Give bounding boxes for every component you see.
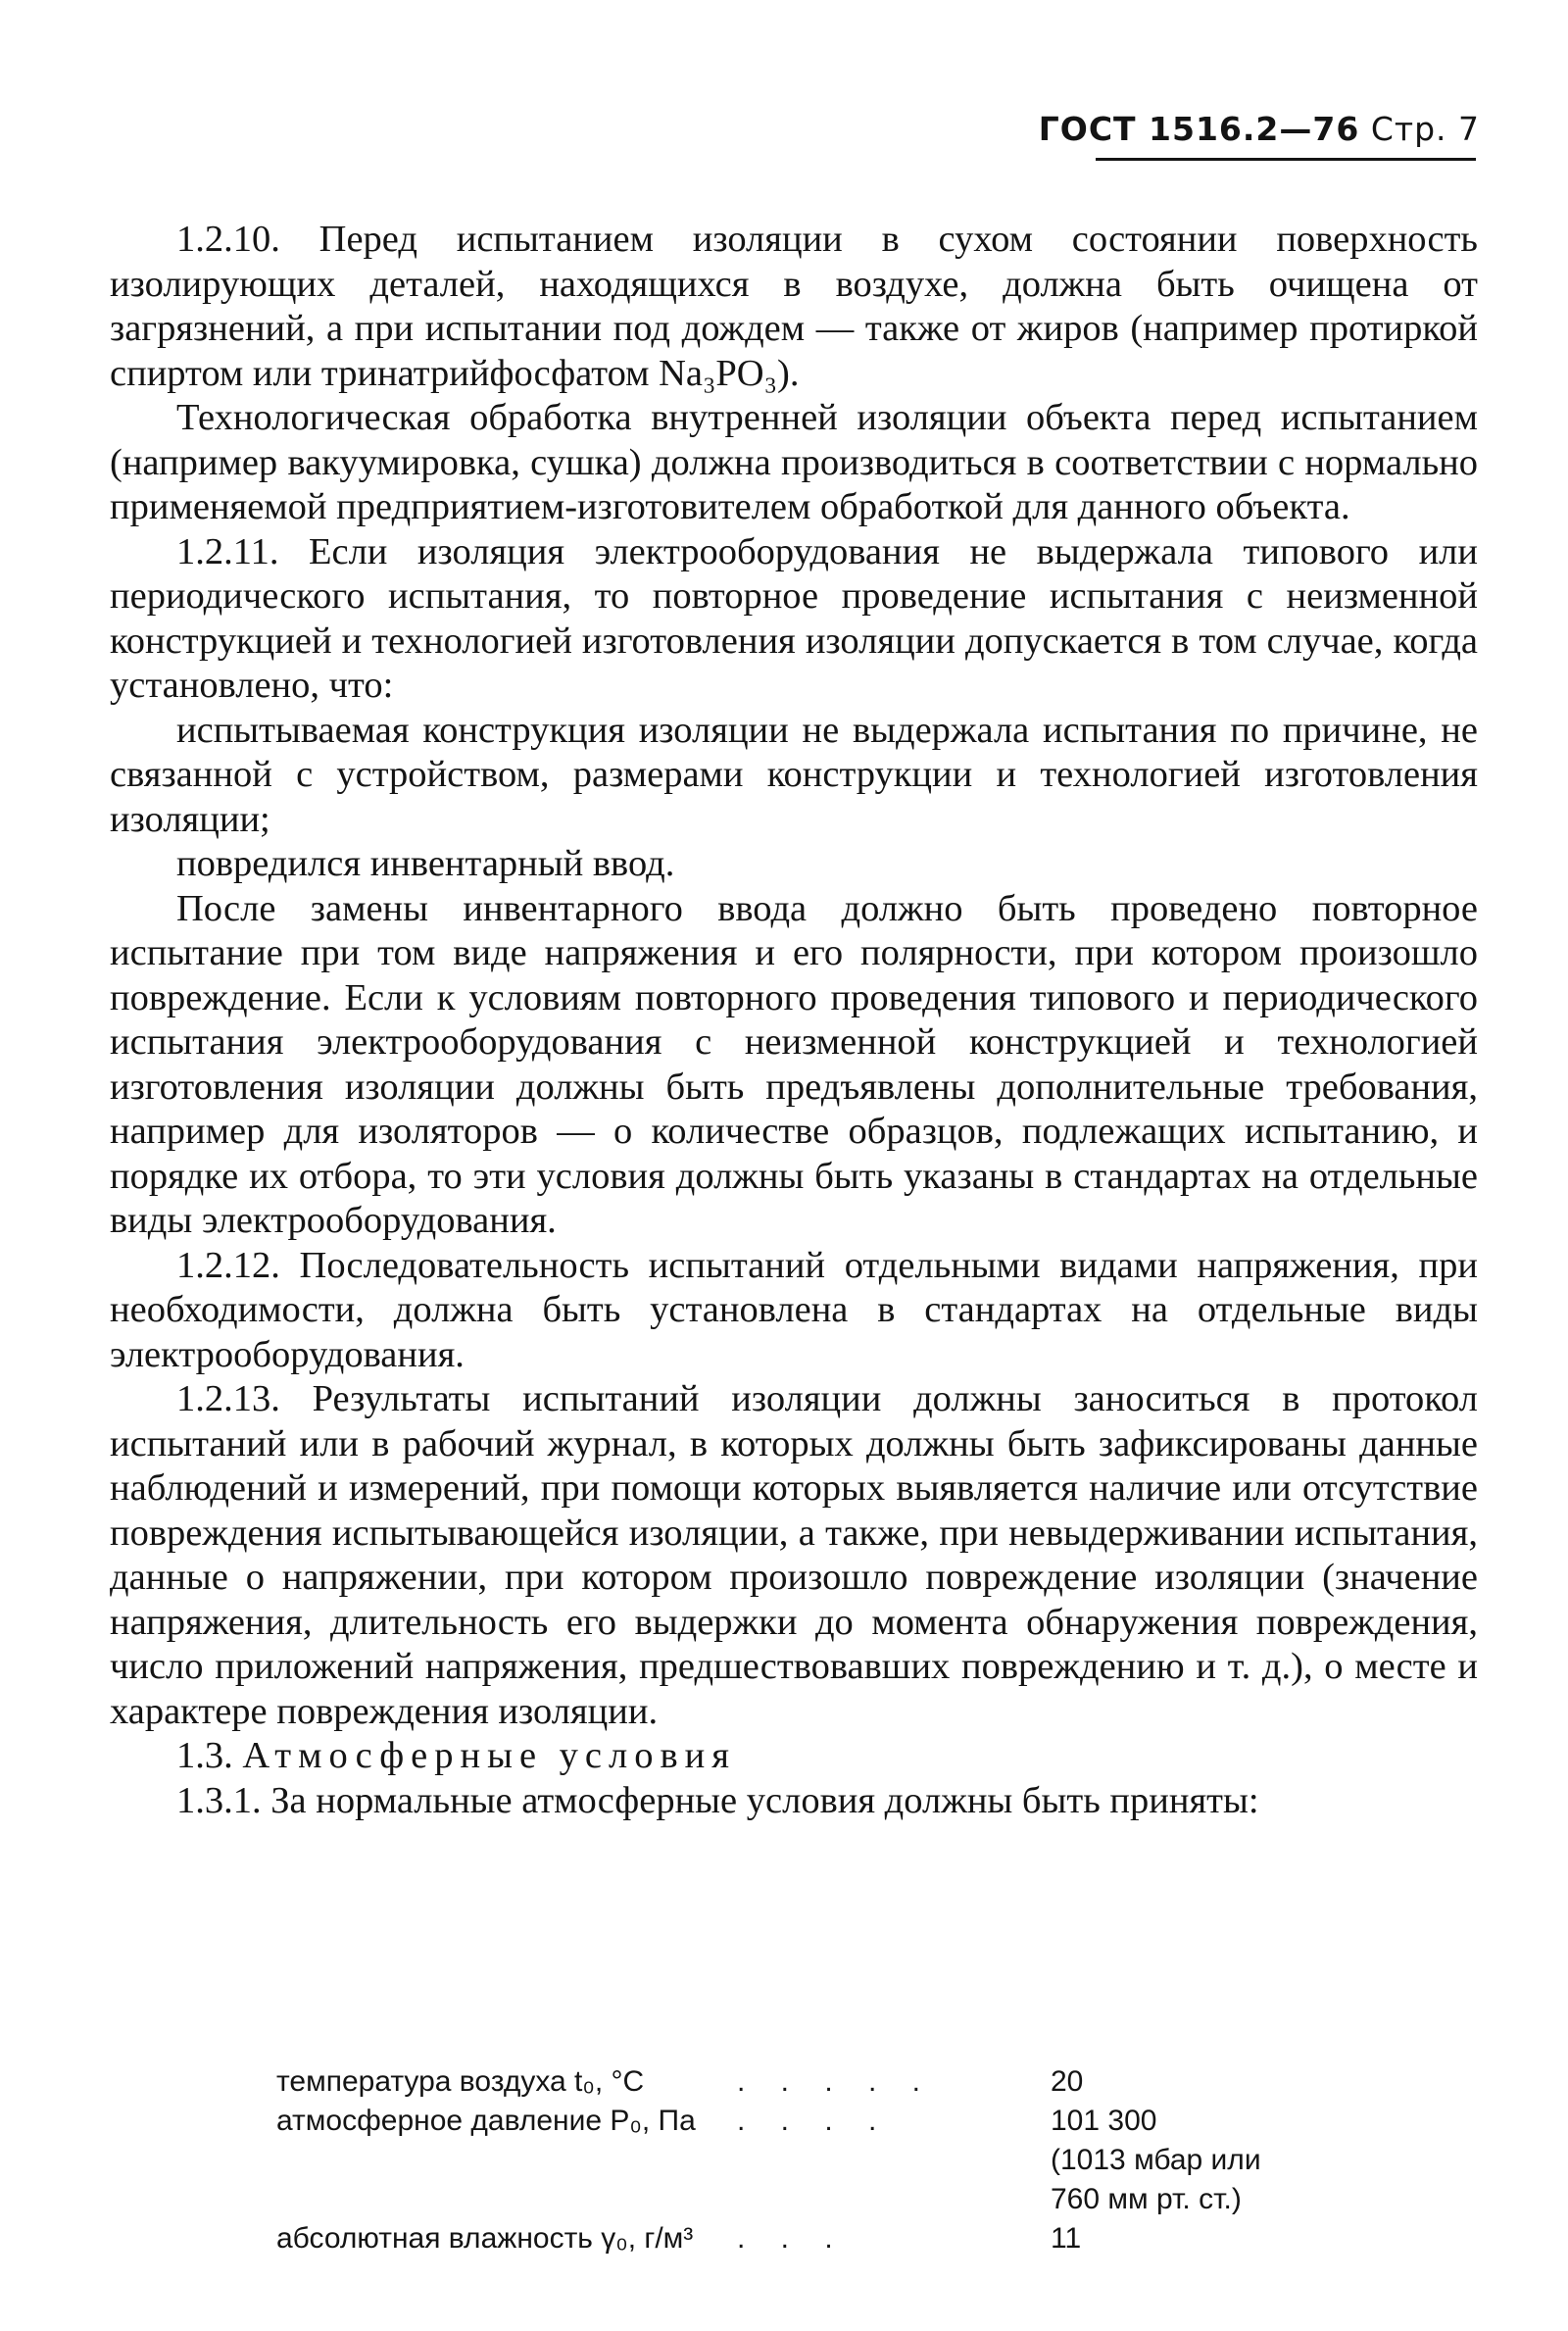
condition-label: атмосферное давление P₀, Па <box>276 2105 696 2137</box>
condition-label: абсолютная влажность γ₀, г/м³ <box>276 2222 694 2255</box>
paragraph-condition-1: испытываемая конструкция изоляции не выдержала испытания по причине, не связанной с устройством, размерами конструкции и технологией изготовления изоляции; <box>110 709 1478 840</box>
body-text <box>110 218 1478 1823</box>
condition-label: температура воздуха t₀, °C <box>276 2065 645 2098</box>
condition-value: 101 300 <box>1051 2105 1157 2137</box>
standard-number: ГОСТ 1516.2—76 <box>1038 110 1360 148</box>
page-number: Стр. 7 <box>1370 110 1480 148</box>
section-heading <box>110 1734 1478 1779</box>
paragraph-treatment: Технологическая обработка внутренней изоляции объекта перед испытанием (например вакуумировка, сушка) должна производиться в соответствии с нормально применяемой предприятием-изготовителем обработкой для данного объекта. <box>110 397 1478 527</box>
paragraph-1-2-12: 1.2.12. Последовательность испытаний отдельными видами напряжения, при необходимости, должна быть установлена в стандартах на отдельные виды электрооборудования. <box>110 1244 1478 1375</box>
paragraph-condition-2: повредился инвентарный ввод. <box>176 843 675 884</box>
section-title: Атмосферные условия <box>242 1735 736 1776</box>
paragraph-1-3-1: 1.3.1. За нормальные атмосферные условия должны быть приняты: <box>176 1779 1259 1821</box>
paragraph-1-2-10: 1.2.10. Перед испытанием изоляции в сухом состоянии поверхность изолирующих деталей, находящихся в воздухе, должна быть очищена от загрязнений, а при испытании под дождем — также от жиров (например протиркой спиртом или тринатрийфосфатом Na₃PO₃). <box>110 219 1478 394</box>
header-rule <box>1096 158 1476 161</box>
condition-value: 11 <box>1051 2222 1082 2255</box>
leader-dots: . . . . <box>737 2105 891 2137</box>
leader-dots: . . . <box>737 2222 847 2255</box>
paragraph-replacement: После замены инвентарного ввода должно быть проведено повторное испытание при том виде напряжения и его полярности, при котором произошло повреждение. Если к условиям повторного проведения типового и периодического испытания электрооборудования с неизменной конструкцией и технологией изготовления изоляции должны быть предъявлены дополнительные требования, например для изоляторов — о количестве образцов, подлежащих испытанию, и порядке их отбора, то эти условия должны быть указаны в стандартах на отдельные виды электрооборудования. <box>110 887 1478 1241</box>
paragraph-1-2-13: 1.2.13. Результаты испытаний изоляции должны заноситься в протокол испытаний или в рабочий журнал, в которых должны быть зафиксированы данные наблюдений и измерений, при помощи которых выявляется наличие или отсутствие повреждения испытывающейся изоляции, а также, при невыдерживании испытания, данные о напряжении, при котором произошло повреждение изоляции (значение напряжения, длительность его выдержки до момента обнаружения повреждения, число приложений напряжения, предшествовавших повреждению и т. д.), о месте и характере повреждения изоляции. <box>110 1378 1478 1732</box>
leader-dots: . . . . . <box>737 2065 935 2098</box>
page-header <box>1039 110 1480 148</box>
condition-note: (1013 мбар или <box>1051 2144 1261 2176</box>
section-number: 1.3. <box>176 1735 233 1776</box>
condition-value: 20 <box>1051 2065 1084 2098</box>
paragraph-1-2-11: 1.2.11. Если изоляция электрооборудования не выдержала типового или периодического испытания, то повторное проведение испытания с неизменной конструкцией и технологией изготовления изоляции допускается в том случае, когда установлено, что: <box>110 530 1478 706</box>
condition-note: 760 мм рт. ст.) <box>1051 2183 1242 2215</box>
